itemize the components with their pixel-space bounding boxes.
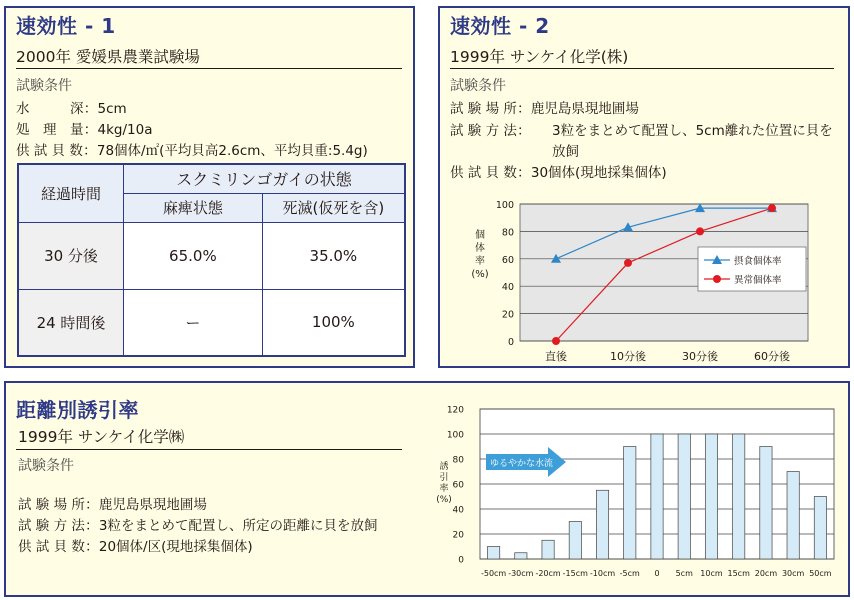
x-tick-label: -50cm bbox=[480, 569, 507, 578]
y-axis-label-char: 率 bbox=[439, 484, 449, 494]
y-tick-label: 40 bbox=[501, 282, 514, 294]
bar bbox=[624, 447, 636, 560]
data-point bbox=[552, 337, 560, 345]
bar bbox=[651, 434, 663, 559]
condition-row: 供 試 貝 数：20個体/区(現地採集個体) bbox=[18, 539, 253, 555]
table-corner-header: 経過時間 bbox=[18, 164, 124, 222]
x-tick-label: 直後 bbox=[545, 350, 567, 363]
y-axis-label-char: 引 bbox=[439, 473, 449, 483]
panel-title: 速効性 - 1 bbox=[16, 14, 116, 38]
condition-label: 試 験 方 法 bbox=[450, 123, 517, 139]
bar bbox=[569, 522, 581, 560]
x-tick-label: -20cm bbox=[535, 569, 561, 578]
condition-row: 供 試 貝 数：30個体(現地採集個体) bbox=[450, 165, 667, 181]
x-tick-label: 30分後 bbox=[682, 350, 718, 363]
condition-label: 試 験 方 法 bbox=[18, 518, 85, 534]
condition-value: 30個体(現地採集個体) bbox=[530, 165, 667, 181]
divider bbox=[450, 68, 834, 69]
x-tick-label: 50cm bbox=[809, 569, 832, 578]
condition-value: 4kg/10a bbox=[97, 122, 153, 138]
bar bbox=[542, 540, 554, 559]
data-point bbox=[696, 227, 704, 235]
panel-subtitle: 2000年 愛媛県農業試験場 bbox=[16, 48, 200, 66]
bar bbox=[787, 472, 799, 560]
table-cell: 65.0% bbox=[124, 222, 263, 289]
condition-value: 鹿児島県現地圃場 bbox=[98, 497, 207, 513]
data-point bbox=[624, 259, 632, 267]
x-tick-label: 10cm bbox=[700, 569, 723, 578]
table-row bbox=[18, 289, 405, 356]
x-tick-label: 15cm bbox=[727, 569, 750, 578]
condition-label: 試 験 場 所 bbox=[18, 497, 85, 513]
x-tick-label: -15cm bbox=[562, 569, 588, 578]
divider bbox=[16, 449, 402, 450]
y-tick-label: 100 bbox=[495, 200, 514, 211]
y-axis-label bbox=[436, 460, 452, 505]
y-axis-label bbox=[471, 229, 488, 280]
bar bbox=[487, 547, 499, 560]
bar bbox=[733, 434, 745, 559]
table-cell: 35.0% bbox=[262, 222, 405, 289]
x-tick-label: 20cm bbox=[754, 569, 778, 578]
results-table bbox=[17, 163, 406, 357]
bar bbox=[596, 490, 608, 559]
bar bbox=[760, 447, 772, 560]
x-tick-label: -5cm bbox=[619, 569, 640, 578]
x-tick-label: 60分後 bbox=[754, 350, 790, 363]
conditions-heading: 試験条件 bbox=[18, 458, 74, 474]
data-point bbox=[768, 204, 776, 212]
x-tick-label: -10cm bbox=[589, 569, 616, 578]
y-axis-label-char: 率 bbox=[475, 256, 485, 267]
conditions-heading: 試験条件 bbox=[16, 78, 72, 94]
y-axis-label-char: (%) bbox=[436, 495, 452, 505]
table-cell: ー bbox=[124, 289, 263, 356]
y-axis-label-char: (%) bbox=[471, 269, 489, 280]
bar-chart bbox=[424, 387, 844, 593]
condition-label: 水 深 bbox=[16, 101, 84, 117]
condition-value: 20個体/区(現地採集個体) bbox=[98, 539, 253, 555]
condition-row: 試 験 方 法 ： 3粒をまとめて配置し、5cm離れた位置に貝を放飼 bbox=[450, 123, 840, 163]
bar bbox=[814, 497, 826, 560]
panel-attraction bbox=[4, 381, 850, 597]
condition-row: 試 験 方 法：3粒をまとめて配置し、所定の距離に貝を放飼 bbox=[18, 518, 378, 534]
x-tick-label: 5cm bbox=[675, 569, 693, 578]
legend-label: 異常個体率 bbox=[734, 275, 782, 286]
y-tick-label: 0 bbox=[458, 555, 464, 566]
condition-value: 5cm bbox=[97, 101, 127, 117]
table-row-header: 24 時間後 bbox=[18, 289, 124, 356]
legend-marker bbox=[713, 275, 721, 283]
x-tick-label: 0 bbox=[654, 569, 660, 578]
y-tick-label: 40 bbox=[452, 505, 464, 516]
y-tick-label: 0 bbox=[507, 337, 514, 348]
y-tick-label: 80 bbox=[501, 227, 514, 239]
condition-label: 供 試 貝 数 bbox=[450, 165, 517, 181]
panel-subtitle: 1999年 サンケイ化学(株) bbox=[450, 48, 629, 66]
y-axis-label-char: 体 bbox=[475, 243, 485, 254]
annotation-label: ゆるやかな水流 bbox=[490, 459, 554, 469]
condition-label: 試 験 場 所 bbox=[450, 101, 517, 117]
x-tick-label: -30cm bbox=[508, 569, 534, 578]
bar bbox=[515, 553, 527, 559]
panel-speed-1 bbox=[4, 6, 415, 368]
condition-value: 鹿児島県現地圃場 bbox=[530, 101, 639, 117]
conditions-heading: 試験条件 bbox=[450, 78, 506, 94]
condition-value: 3粒をまとめて配置し、5cm離れた位置に貝を放飼 bbox=[552, 123, 833, 160]
panel-title: 速効性 - 2 bbox=[450, 14, 550, 38]
legend-label: 摂食個体率 bbox=[734, 256, 782, 267]
condition-label: 供 試 貝 数 bbox=[16, 143, 83, 159]
x-tick-label: 10分後 bbox=[610, 350, 646, 363]
y-axis-label-char: 個 bbox=[475, 230, 485, 241]
table-cell: 100% bbox=[262, 289, 405, 356]
condition-row: 供 試 貝 数：78個体/㎡(平均貝高2.6cm、平均貝重:5.4g) bbox=[16, 143, 368, 159]
condition-row: 試 験 場 所：鹿児島県現地圃場 bbox=[18, 497, 207, 513]
y-axis-label-char: 誘 bbox=[439, 462, 449, 472]
condition-value: 78個体/㎡(平均貝高2.6cm、平均貝重:5.4g) bbox=[96, 143, 368, 159]
x-tick-label: 30cm bbox=[781, 569, 805, 578]
table-group-header: スクミリンゴガイの状態 bbox=[124, 164, 405, 193]
condition-label: 供 試 貝 数 bbox=[18, 539, 85, 555]
divider bbox=[16, 68, 402, 69]
y-tick-label: 60 bbox=[501, 254, 514, 266]
condition-row: 処 理 量：4kg/10a bbox=[16, 122, 153, 138]
panel-speed-2 bbox=[438, 6, 850, 368]
table-row-header: 30 分後 bbox=[18, 222, 124, 289]
table-col-header: 死滅(仮死を含) bbox=[262, 193, 405, 222]
condition-value: 3粒をまとめて配置し、所定の距離に貝を放飼 bbox=[98, 518, 378, 534]
condition-label: 処 理 量 bbox=[16, 122, 84, 138]
table-row bbox=[18, 222, 405, 289]
y-tick-label: 20 bbox=[452, 530, 464, 541]
panel-title: 距離別誘引率 bbox=[16, 398, 139, 422]
y-tick-label: 20 bbox=[501, 309, 514, 321]
y-tick-label: 100 bbox=[446, 430, 464, 441]
y-tick-label: 120 bbox=[446, 405, 464, 416]
legend bbox=[698, 247, 806, 291]
panel-subtitle: 1999年 サンケイ化学㈱ bbox=[18, 428, 185, 446]
y-tick-label: 60 bbox=[452, 480, 464, 491]
condition-row: 試 験 場 所：鹿児島県現地圃場 bbox=[450, 101, 639, 117]
line-chart bbox=[440, 186, 848, 366]
y-tick-label: 80 bbox=[452, 455, 464, 466]
table-col-header: 麻痺状態 bbox=[124, 193, 263, 222]
condition-row: 水 深：5cm bbox=[16, 101, 127, 117]
bar bbox=[678, 434, 690, 559]
bar bbox=[705, 434, 717, 559]
